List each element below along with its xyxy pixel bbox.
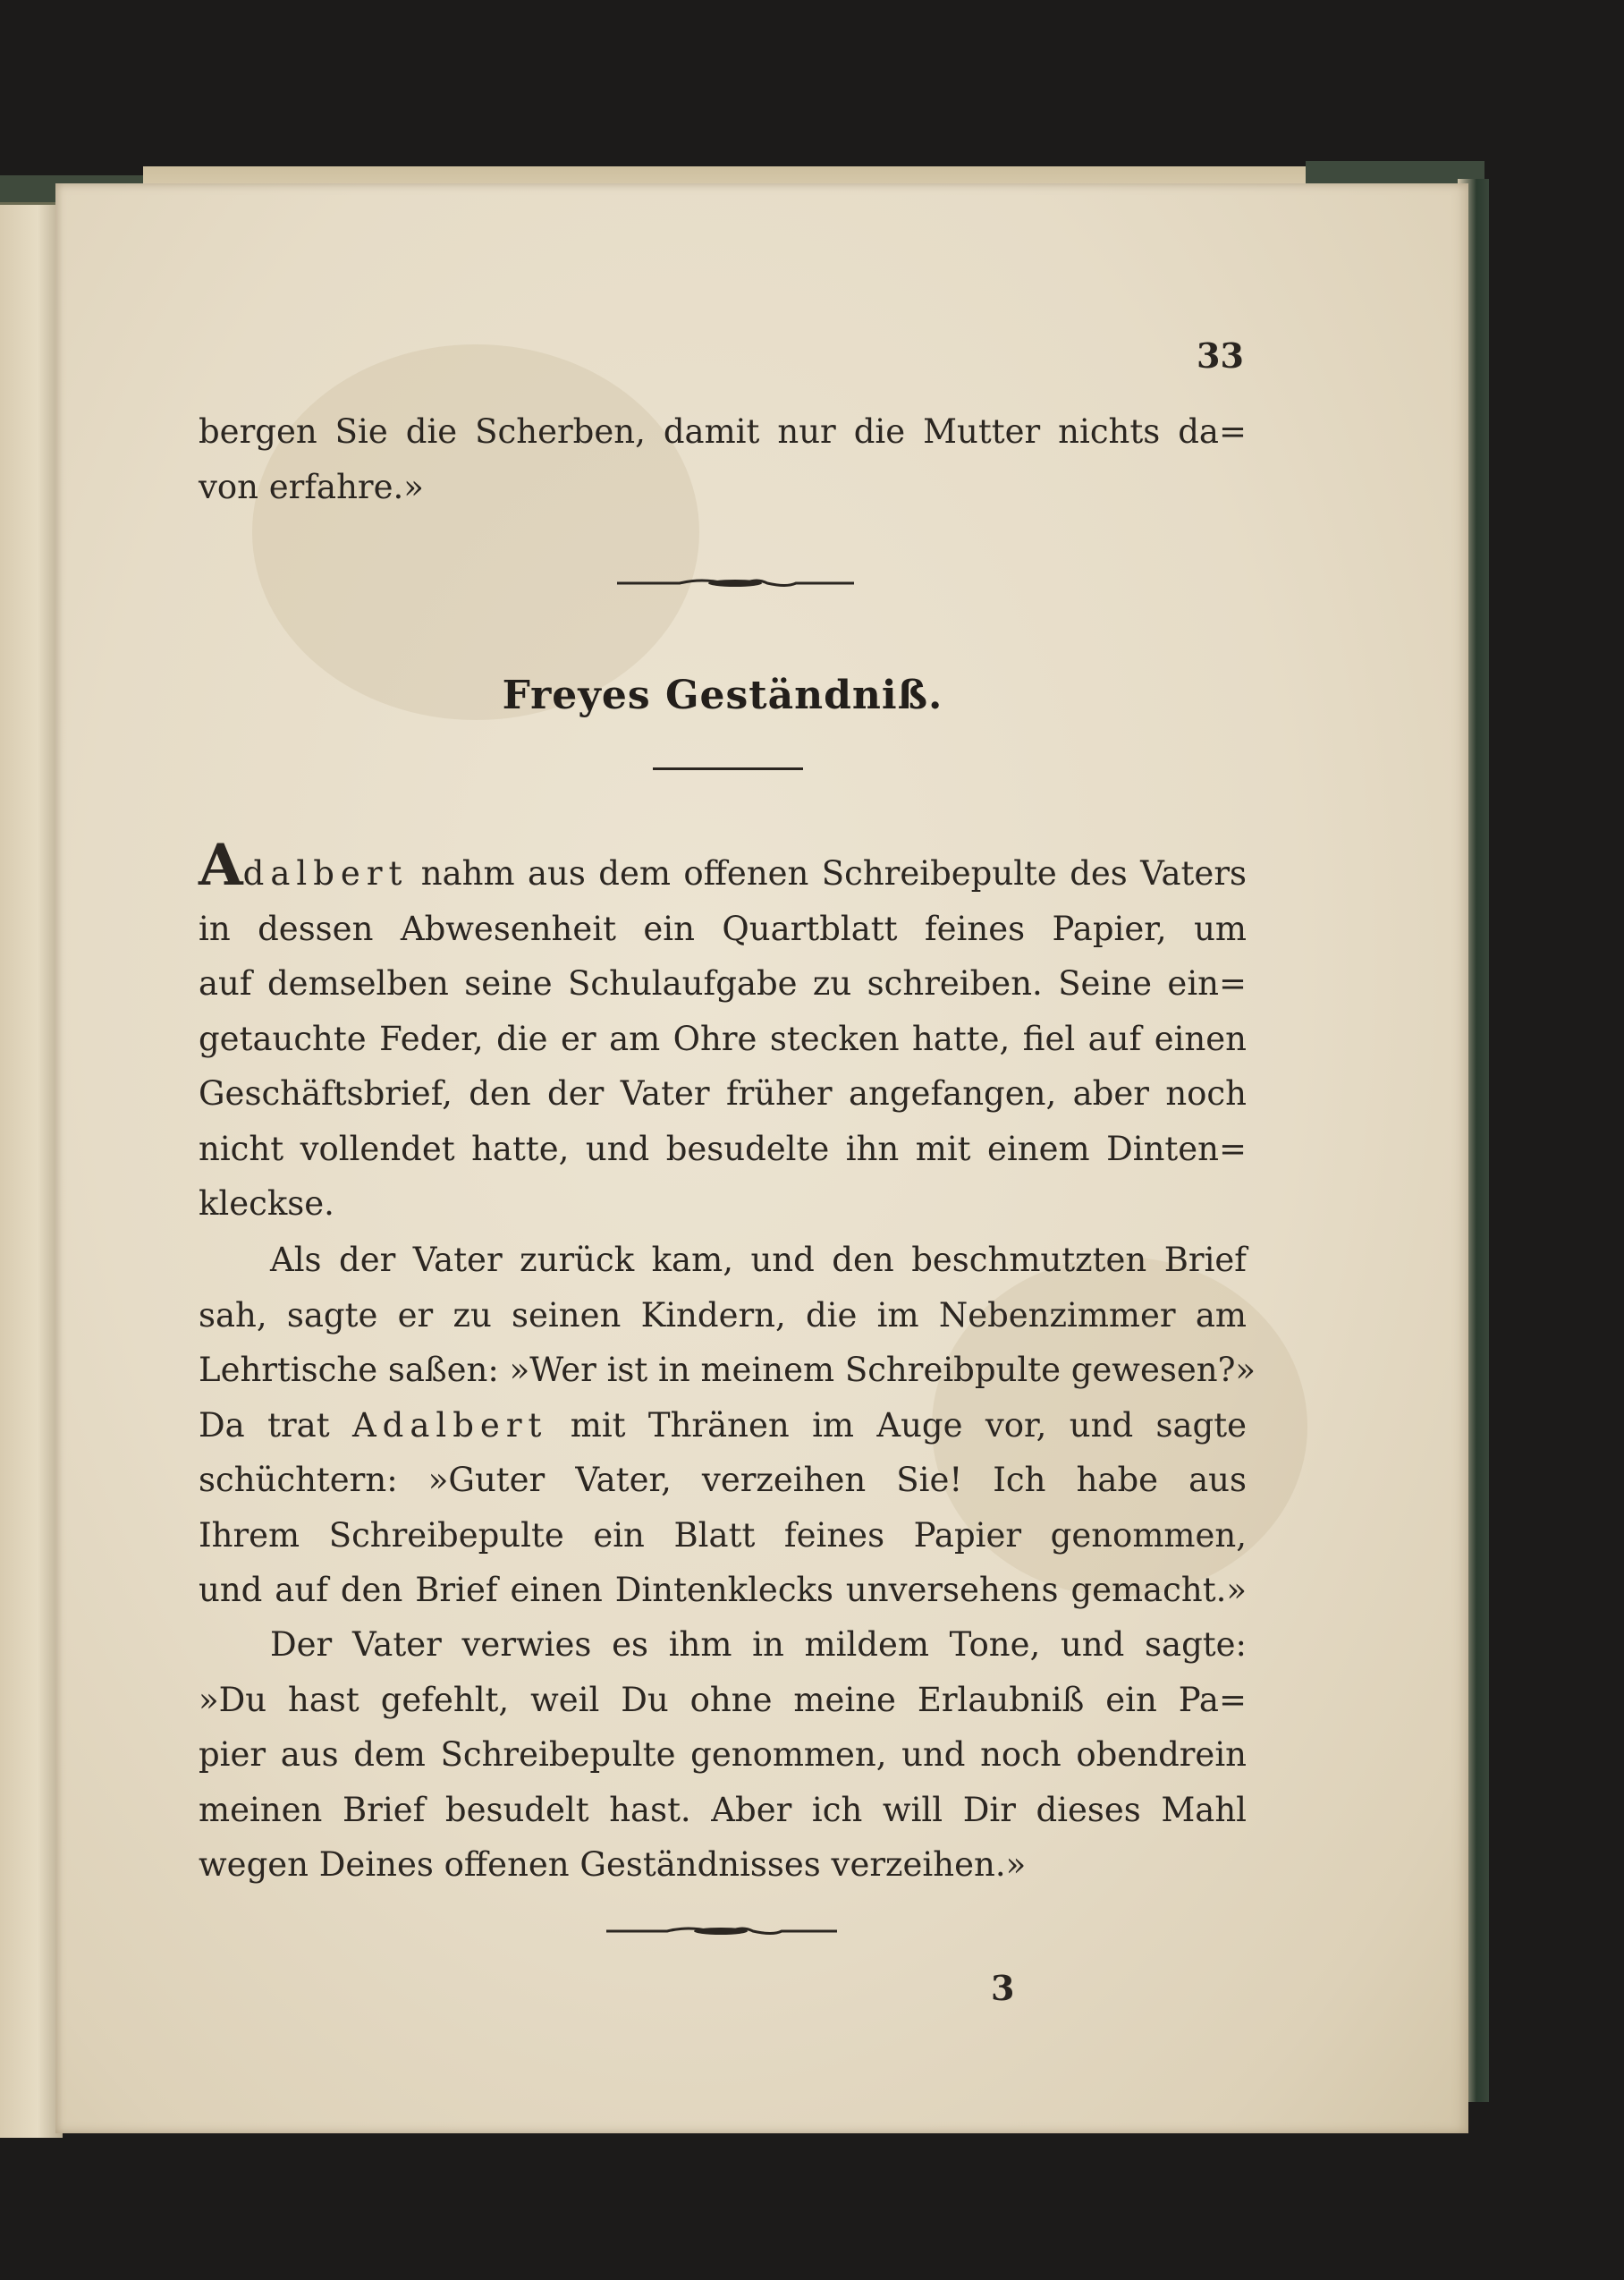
- text-line: kleckse.: [199, 1184, 334, 1223]
- text-line: nicht vollendet hatte, und besudelte ihn mit einem Dinten=: [199, 1129, 1247, 1168]
- name-spaced: dalbert: [242, 854, 409, 893]
- text-line: sah, sagte er zu seinen Kindern, die im Nebenzimmer am: [199, 1295, 1247, 1335]
- text-line: in dessen Abwesenheit ein Quartblatt feines Papier, um: [199, 909, 1247, 948]
- text-line: auf demselben seine Schulaufgabe zu schreiben. Seine ein=: [199, 964, 1247, 1003]
- text-line: »Du hast gefehlt, weil Du ohne meine Erlaubniß ein Pa=: [199, 1680, 1247, 1719]
- text-line: pier aus dem Schreibepulte genommen, und noch obendrein: [199, 1735, 1247, 1774]
- name-spaced: Adalbert: [351, 1405, 548, 1445]
- text-line: [199, 832, 1247, 902]
- title-rule: [653, 767, 803, 770]
- text-line: Ihrem Schreibepulte ein Blatt feines Papier genommen,: [199, 1515, 1247, 1555]
- text-line: Geschäftsbrief, den der Vater früher angefangen, aber noch: [199, 1074, 1247, 1113]
- drop-cap: A: [199, 832, 243, 899]
- paragraph-2: [199, 1233, 1256, 1618]
- text-line: und auf den Brief einen Dintenklecks unversehens gemacht.»: [199, 1571, 1247, 1609]
- text-line: Als der Vater zurück kam, und den beschmutzten Brief: [270, 1241, 1247, 1279]
- line-rest: nahm aus dem offenen Schreibepulte des Vaters: [408, 854, 1247, 893]
- story-title: Freyes Geständniß.: [502, 673, 943, 718]
- facing-page-edge: [0, 197, 63, 2138]
- text-line: von erfahre.»: [199, 467, 424, 506]
- paper-stain: [252, 344, 699, 720]
- line-start: Da trat: [199, 1405, 352, 1445]
- text-line: meinen Brief besudelt hast. Aber ich will Dir dieses Mahl: [199, 1790, 1247, 1829]
- text-line: bergen Sie die Scherben, damit nur die Mutter nichts da=: [199, 412, 1247, 451]
- ornament-divider-top: [617, 577, 854, 589]
- page-number: 33: [1197, 335, 1244, 376]
- text-line: [199, 1398, 1247, 1454]
- signature-mark: 3: [991, 1968, 1015, 2008]
- continuation-text: [199, 404, 1247, 514]
- line-rest: mit Thränen im Auge vor, und sagte: [547, 1405, 1247, 1445]
- text-line: schüchtern: »Guter Vater, verzeihen Sie! Ich habe aus: [199, 1461, 1247, 1499]
- paragraph-3: [199, 1617, 1247, 1893]
- text-line: wegen Deines offenen Geständnisses verzeihen.»: [199, 1845, 1027, 1884]
- text-line: Lehrtische saßen: »Wer ist in meinem Schreibpulte gewesen?»: [199, 1351, 1256, 1389]
- ornament-divider-bottom: [606, 1925, 837, 1937]
- text-line: Der Vater verwies es ihm in mildem Tone, und sagte:: [270, 1625, 1247, 1664]
- paragraph-1: [199, 832, 1247, 1232]
- text-line: getauchte Feder, die er am Ohre stecken hatte, fiel auf einen: [199, 1019, 1247, 1058]
